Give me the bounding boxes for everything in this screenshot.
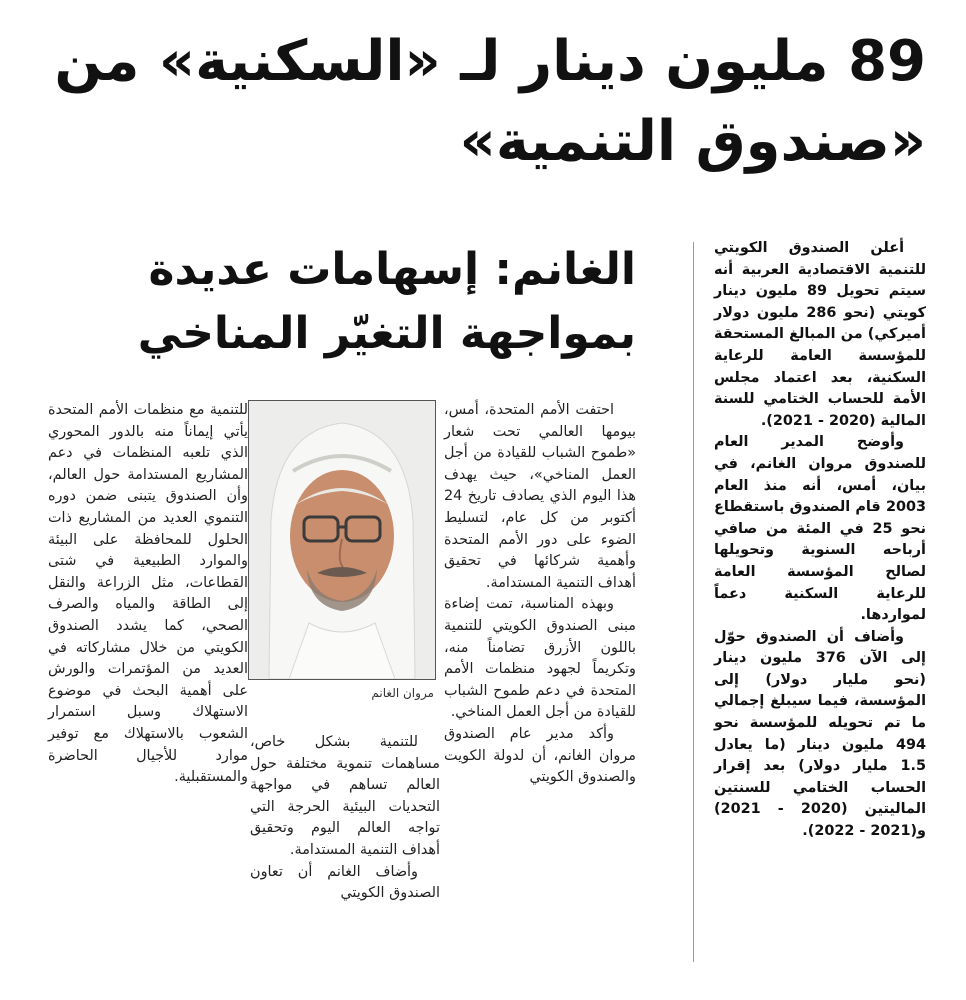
- story-paragraph-4: للتنمية بشكل خاص، مساهمات تنموية مختلفة حول العالم تساهم في مواجهة التحديات البيئية الحرجة التي تواجه العالم اليوم وتحقيق أهداف التنمية المستدامة.: [250, 734, 440, 858]
- lead-paragraph-1: أعلن الصندوق الكويتي للتنمية الاقتصادية العربية أنه سيتم تحويل 89 مليون دينار كويتي (نحو 286 مليون دولار أميركي) من المبالغ المستحقة للمؤسسة العامة للرعاية السكنية، بعد اعتماد مجلس الأمة للحساب الختامي للسنة المالية (2020 - 2021).: [714, 240, 926, 429]
- sub-headline: الغانم: إسهامات عديدة بمواجهة التغيّر المناخي: [137, 244, 636, 359]
- story-column-2: [250, 732, 440, 905]
- story-paragraph-2: وبهذه المناسبة، تمت إضاءة مبنى الصندوق الكويتي للتنمية باللون الأزرق تضامناً منه، وتكريماً لجهود منظمات الأمم المتحدة في دعم طموح الشباب للقيادة من أجل العمل المناخي.: [444, 596, 636, 721]
- lead-paragraph-3: وأضاف أن الصندوق حوّل إلى الآن 376 مليون دينار (نحو مليار دولار) إلى المؤسسة، فيما سيبلغ إجمالي ما تم تحويله للمؤسسة نحو 494 مليون دينار (ما يعادل 1.5 مليار دولار) بعد إقرار الحساب الختامي للسنتين الماليتين (2020 - 2021) و(2021 - 2022).: [714, 628, 927, 840]
- headline: 89 مليون دينار لـ «السكنية» من «صندوق التنمية»: [54, 29, 926, 174]
- story-column-1: [444, 400, 636, 789]
- portrait-illustration: [249, 401, 435, 679]
- story-paragraph-1: احتفت الأمم المتحدة، أمس، بيومها العالمي تحت شعار «طموح الشباب للقيادة من أجل العمل المناخي»، حيث يهدف هذا اليوم الذي يصادف تاريخ 24 أكتوبر من كل عام، لتسليط الضوء على دور الأمم المتحدة وأهمية شركائها في تحقيق أهداف التنمية المستدامة.: [444, 402, 636, 591]
- story-paragraph-5: وأضاف الغانم أن تعاون الصندوق الكويتي: [250, 863, 440, 902]
- story-paragraph-6: للتنمية مع منظمات الأمم المتحدة يأتي إيماناً منه بالدور المحوري الذي تلعبه المنظمات في دعم المشاريع المستدامة حول العالم، وأن الصندوق يتبنى ضمن دوره التنموي العديد من المشاريع ذات الحلول للمحافظة على البيئة والموارد الطبيعية في شتى القطاعات، مثل الزراعة والنقل إلى الطاقة والمياه والصرف الصحي، كما يشدد الصندوق الكويتي من خلال مشاركاته في العديد من المؤتمرات والورش على أهمية البحث في موضوع الاستهلاك وسبل استمرار الشعوب بالاستهلاك مع توفير موارد للأجيال الحاضرة والمستقبلية.: [48, 402, 248, 786]
- portrait-photo: [248, 400, 436, 680]
- lead-column: [714, 238, 926, 843]
- photo-caption: مروان الغانم: [371, 686, 434, 700]
- column-divider: [693, 242, 694, 962]
- story-paragraph-3: وأكد مدير عام الصندوق مروان الغانم، أن لدولة الكويت والصندوق الكويتي: [444, 725, 636, 786]
- story-column-3: [48, 400, 248, 789]
- lead-paragraph-2: وأوضح المدير العام للصندوق مروان الغانم، في بيان، أمس، أنه منذ العام 2003 قام الصندوق باستقطاع نحو 25 في المئة من صافي أرباحه السنوية وتحويلها لصالح المؤسسة العامة للرعاية السكنية دعماً لمواردها.: [714, 434, 927, 624]
